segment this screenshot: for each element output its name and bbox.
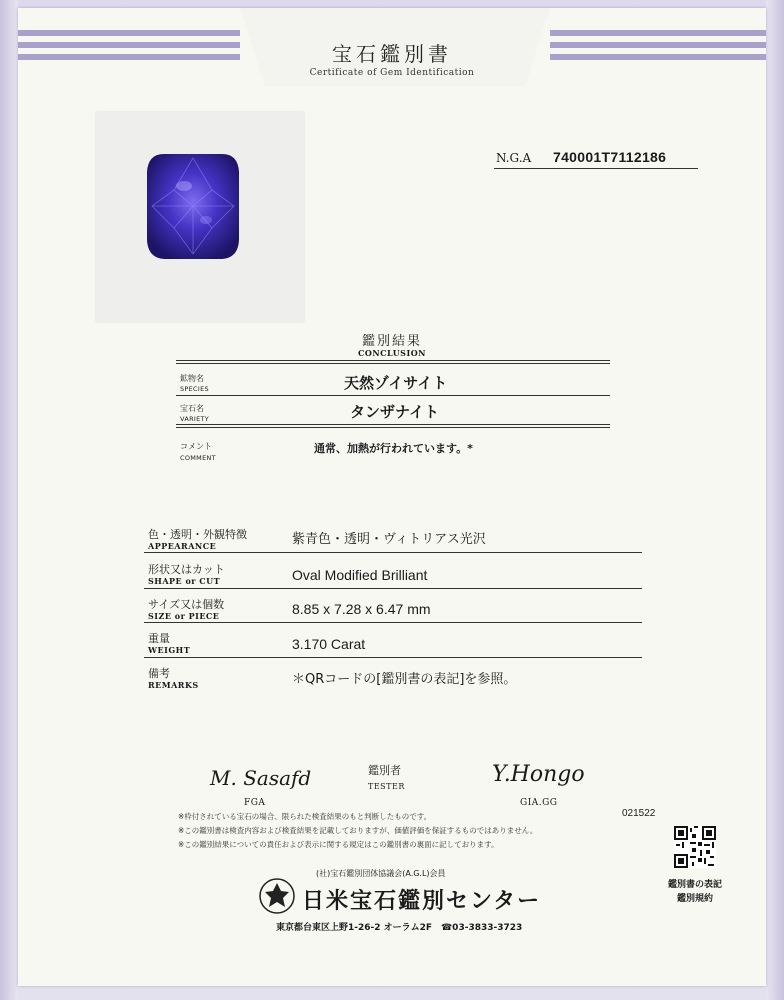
comment-label-en: COMMENT [180, 454, 216, 462]
right-signature-caption: GIA.GG [520, 798, 558, 808]
divider [144, 622, 642, 623]
remarks-label-jp: 備考 [148, 667, 170, 680]
company-name: 日米宝石鑑別センター [302, 889, 542, 914]
species-label-en: SPECIES [180, 385, 209, 393]
species-label-jp: 鉱物名 [180, 374, 204, 383]
divider [176, 360, 610, 361]
size-label-en: SIZE or PIECE [148, 611, 220, 621]
appearance-value: 紫青色・透明・ヴィトリアス光沢 [292, 532, 486, 547]
comment-label-jp: コメント [180, 442, 212, 451]
weight-value: 3.170 Carat [292, 636, 366, 652]
certificate-title: 宝石鑑別書 [332, 42, 452, 66]
left-signature: M. Sasafd [210, 766, 312, 790]
remarks-value: ＊QRコードの[鑑別書の表記]を参照。 [292, 672, 517, 687]
remarks-label-en: REMARKS [148, 680, 199, 690]
note-line: ※枠付されている宝石の場合、限られた検査結果のもと判断したものです。 [178, 812, 432, 821]
size-label-jp: サイズ又は個数 [148, 598, 225, 611]
shape-label-en: SHAPE or CUT [148, 576, 221, 586]
qr-caption-line: 鑑別規約 [676, 894, 713, 904]
tester-label-jp: 鑑別者 [368, 764, 401, 777]
shape-label-jp: 形状又はカット [148, 563, 225, 576]
divider [176, 363, 610, 364]
conclusion-subtitle: CONCLUSION [358, 348, 426, 358]
tanzanite-gem-image [144, 150, 242, 262]
sleeve-left-edge [0, 0, 18, 1000]
header-band [18, 30, 240, 36]
divider [144, 588, 642, 589]
qr-caption [650, 878, 740, 906]
appearance-label-en: APPEARANCE [148, 541, 217, 551]
certificate-subtitle: Certificate of Gem Identification [309, 68, 475, 78]
header-band [550, 30, 766, 36]
right-signature: Y.Hongo [492, 762, 585, 787]
qr-caption-line: 鑑別書の表記 [667, 880, 722, 890]
variety-label-jp: 宝石名 [180, 404, 204, 413]
certificate-number: 740001T7112186 [553, 149, 667, 165]
appearance-label-jp: 色・透明・外観特徴 [148, 528, 247, 541]
company-crest-icon [258, 876, 296, 916]
serial-number: 021522 [622, 808, 656, 819]
sleeve-right-edge [766, 0, 784, 1000]
variety-value: タンザナイト [350, 403, 439, 421]
tester-label-en: TESTER [368, 782, 405, 791]
divider [176, 427, 610, 428]
divider [494, 168, 698, 169]
left-signature-caption: FGA [244, 798, 266, 808]
comment-value: 通常、加熱が行われています。* [314, 442, 473, 455]
association-membership: (社)宝石鑑別団体協議会(A.G.L)会員 [316, 869, 446, 878]
shape-value: Oval Modified Brilliant [292, 567, 428, 583]
note-line: ※この鑑別書は検査内容および検査結果を記載しておりますが、価値評価を保証するものではありません。 [178, 826, 538, 835]
divider [144, 657, 642, 658]
company-address: 東京都台東区上野1-26-2 オーラム2F ☎03-3833-3723 [276, 923, 523, 933]
divider [176, 424, 610, 425]
qr-code-icon[interactable] [674, 826, 716, 868]
divider [144, 552, 642, 553]
gem-photo-card [96, 112, 304, 322]
nga-label: N.G.A [496, 151, 532, 165]
conclusion-title: 鑑別結果 [361, 334, 422, 349]
weight-label-jp: 重量 [148, 632, 170, 645]
weight-label-en: WEIGHT [148, 645, 191, 655]
divider [176, 395, 610, 396]
certificate [18, 8, 766, 986]
variety-label-en: VARIETY [180, 415, 210, 423]
size-value: 8.85 x 7.28 x 6.47 mm [292, 601, 431, 617]
species-value: 天然ゾイサイト [344, 374, 448, 392]
note-line: ※この鑑別結果についての責任および表示に関する規定はこの鑑別書の裏面に記しております。 [178, 840, 499, 849]
